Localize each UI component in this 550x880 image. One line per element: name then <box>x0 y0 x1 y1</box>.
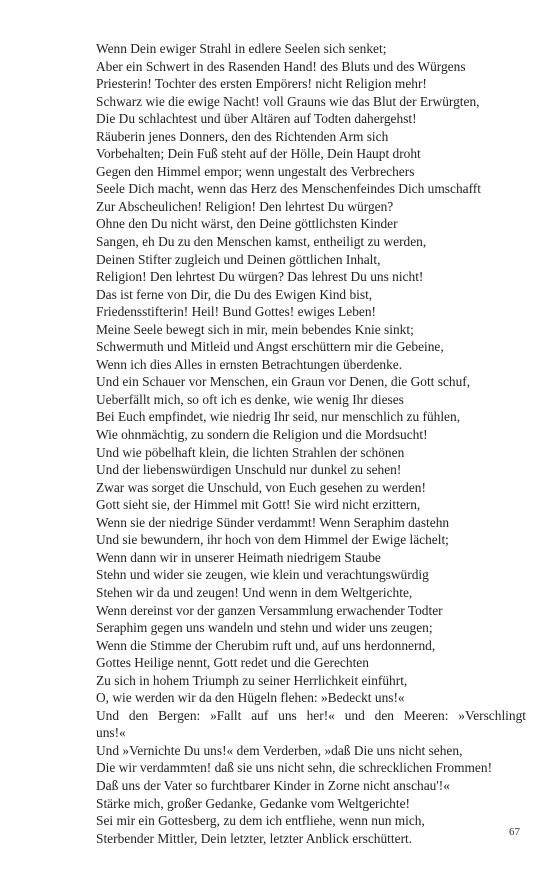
poem-line: Zu sich in hohem Triumph zu seiner Herrlichkeit einführt, <box>96 672 408 688</box>
poem-line: Ohne den Du nicht wärst, den Deine göttlichsten Kinder <box>96 216 398 232</box>
poem-line: Stehn und wider sie zeugen, wie klein und verachtungswürdig <box>96 567 429 583</box>
poem-line: Und wie pöbelhaft klein, die lichten Strahlen der schönen <box>96 444 405 460</box>
poem-line: Friedensstifterin! Heil! Bund Gottes! ewiges Leben! <box>96 304 377 320</box>
poem-line: Schwarz wie die ewige Nacht! voll Grauns wie das Blut der Erwürgten, <box>96 93 480 109</box>
poem-line: Das ist ferne von Dir, die Du des Ewigen Kind bist, <box>96 286 373 302</box>
poem-line: Zwar was sorget die Unschuld, von Euch gesehen zu werden! <box>96 479 426 495</box>
poem-line: Deinen Stifter zugleich und Deinen göttlichen Inhalt, <box>96 251 381 267</box>
poem-line: Ueberfällt mich, so oft ich es denke, wie wenig Ihr dieses <box>96 391 404 407</box>
poem-line: Daß uns der Vater so furchtbarer Kinder in Zorne nicht anschau'!« <box>96 777 450 793</box>
poem-line: Aber ein Schwert in des Rasenden Hand! des Bluts und des Würgens <box>96 58 466 74</box>
poem-line: Wenn ich dies Alles in ernsten Betrachtungen überdenke. <box>96 356 403 372</box>
poem-line: Sangen, eh Du zu den Menschen kamst, entheiligt zu werden, <box>96 234 427 250</box>
poem-line: Sterbender Mittler, Dein letzter, letzter Anblick erschüttert. <box>96 830 413 846</box>
poem-line: O, wie werden wir da den Hügeln flehen: »Bedeckt uns!« <box>96 690 405 706</box>
poem-line: uns!« <box>96 725 126 741</box>
poem-line: Stehen wir da und zeugen! Und wenn in dem Weltgerichte, <box>96 584 413 600</box>
poem-line: Meine Seele bewegt sich in mir, mein bebendes Knie sinkt; <box>96 321 414 337</box>
poem-line: Und »Vernichte Du uns!« dem Verderben, »daß Die uns nicht sehen, <box>96 742 463 758</box>
poem-line: Die Du schlachtest und über Altären auf Todten dahergehst! <box>96 111 417 127</box>
poem-line: Schwermuth und Mitleid und Angst erschüttern mir die Gebeine, <box>96 339 444 355</box>
poem-line: Die wir verdammten! daß sie uns nicht sehn, die schrecklichen Frommen! <box>96 760 493 776</box>
poem-text <box>96 40 526 847</box>
poem-line: Und den Bergen: »Fallt auf uns her!« und den Meeren: »Verschlingt <box>96 707 526 723</box>
poem-line: Wenn Dein ewiger Strahl in edlere Seelen sich senket; <box>96 41 387 56</box>
poem-line: Und ein Schauer vor Menschen, ein Graun vor Denen, die Gott schuf, <box>96 374 471 390</box>
poem-line: Wenn sie der niedrige Sünder verdammt! Wenn Seraphim dastehn <box>96 514 450 530</box>
poem-line: Priesterin! Tochter des ersten Empörers! nicht Religion mehr! <box>96 76 427 92</box>
poem-line: Vorbehalten; Dein Fuß steht auf der Hölle, Dein Haupt droht <box>96 146 421 162</box>
poem-line: Seraphim gegen uns wandeln und stehn und wider uns zeugen; <box>96 620 433 636</box>
poem-line: Räuberin jenes Donners, den des Richtenden Arm sich <box>96 128 389 144</box>
poem-line: Und der liebenswürdigen Unschuld nur dunkel zu sehen! <box>96 462 402 478</box>
poem-line: Wenn dereinst vor der ganzen Versammlung erwachender Todter <box>96 602 443 618</box>
poem-line: Zur Abscheulichen! Religion! Den lehrtest Du würgen? <box>96 198 394 214</box>
poem-line: Religion! Den lehrtest Du würgen? Das lehrest Du uns nicht! <box>96 269 424 285</box>
poem-line: Bei Euch empfindet, wie niedrig Ihr seid, nur menschlich zu fühlen, <box>96 409 461 425</box>
poem-line: Und sie bewundern, ihr hoch von dem Himmel der Ewige lächelt; <box>96 532 449 548</box>
page-number: 67 <box>509 826 520 838</box>
poem-line: Seele Dich macht, wenn das Herz des Menschenfeindes Dich umschafft <box>96 181 481 197</box>
poem-line: Wenn dann wir in unserer Heimath niedrigem Staube <box>96 549 381 565</box>
poem-line: Sei mir ein Gottesberg, zu dem ich entfliehe, wenn nun mich, <box>96 813 425 829</box>
poem-line: Gegen den Himmel empor; wenn ungestalt des Verbrechers <box>96 163 415 179</box>
poem-line: Gott sieht sie, der Himmel mit Gott! Sie wird nicht erzittern, <box>96 497 421 513</box>
poem-line: Wenn die Stimme der Cherubim ruft und, auf uns herdonnernd, <box>96 637 436 653</box>
poem-line: Stärke mich, großer Gedanke, Gedanke vom Weltgerichte! <box>96 795 410 811</box>
poem-line: Wie ohnmächtig, zu sondern die Religion und die Mordsucht! <box>96 427 428 443</box>
poem-line: Gottes Heilige nennt, Gott redet und die Gerechten <box>96 655 369 671</box>
